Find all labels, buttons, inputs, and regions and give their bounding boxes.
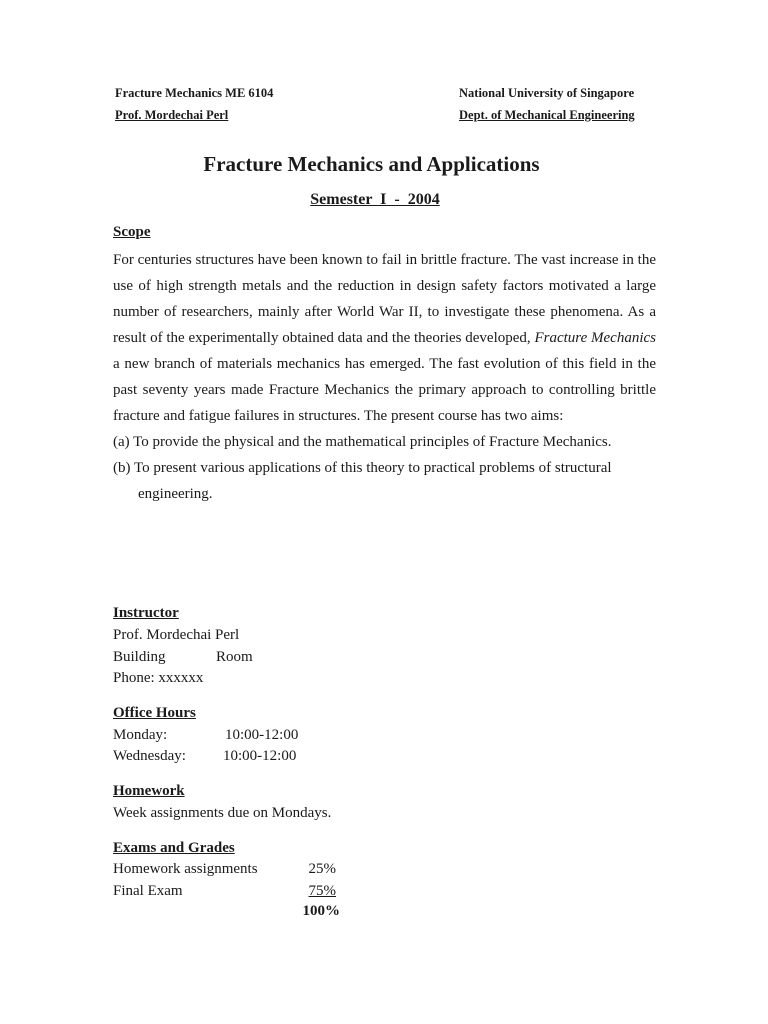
- scope-aim-a: (a) To provide the physical and the mathematical principles of Fracture Mechanics.: [113, 434, 612, 450]
- homework-text: Week assignments due on Mondays.: [113, 805, 332, 821]
- scope-italic-term: Fracture Mechanics: [534, 330, 656, 346]
- office-hours-day: Monday:: [113, 727, 168, 743]
- instructor-heading: Instructor: [113, 605, 179, 621]
- grade-item: Final Exam: [113, 883, 183, 899]
- semester-label: Semester I - 2004: [310, 191, 440, 208]
- office-hours-time: 10:00-12:00: [223, 748, 297, 764]
- scope-body: [113, 247, 656, 507]
- header-professor: Prof. Mordechai Perl: [115, 108, 229, 122]
- scope-text-2: a new branch of materials mechanics has emerged. The fast evolution of this field in the past seventy years made Fracture Mechanics the primary approach to controlling brittle fracture and fatigue failures in structures. The present course has two aims:: [113, 356, 656, 424]
- exams-heading: Exams and Grades: [113, 840, 235, 856]
- department-name: Dept. of Mechanical Engineering: [459, 108, 635, 122]
- homework-heading: Homework: [113, 783, 185, 799]
- office-hours-heading: Office Hours: [113, 705, 196, 721]
- office-hours-time: 10:00-12:00: [225, 727, 299, 743]
- document-title: Fracture Mechanics and Applications: [203, 152, 540, 176]
- course-code: Fracture Mechanics ME 6104: [115, 86, 274, 100]
- instructor-phone: Phone: xxxxxx: [113, 670, 204, 686]
- instructor-name: Prof. Mordechai Perl: [113, 627, 240, 643]
- scope-heading: Scope: [113, 224, 151, 240]
- grade-weight: 75%: [308, 883, 336, 899]
- scope-paragraph: [113, 247, 656, 429]
- scope-aim-b: (b) To present various applications of this theory to practical problems of structural engineering.: [113, 460, 612, 502]
- grade-item: Homework assignments: [113, 861, 258, 877]
- office-hours-day: Wednesday:: [113, 748, 186, 764]
- grade-weight: 25%: [308, 861, 336, 877]
- room-label: Room: [216, 649, 253, 665]
- scope-text-1: For centuries structures have been known to fail in brittle fracture. The vast increase in the use of high strength metals and the reduction in design safety factors motivated a large number of researchers, mainly after World War II, to investigate these phenomena. As a result of the experimentally obtained data and the theories developed,: [113, 252, 656, 346]
- grade-total: 100%: [302, 903, 340, 919]
- university-name: National University of Singapore: [459, 86, 635, 100]
- building-label: Building: [113, 649, 166, 665]
